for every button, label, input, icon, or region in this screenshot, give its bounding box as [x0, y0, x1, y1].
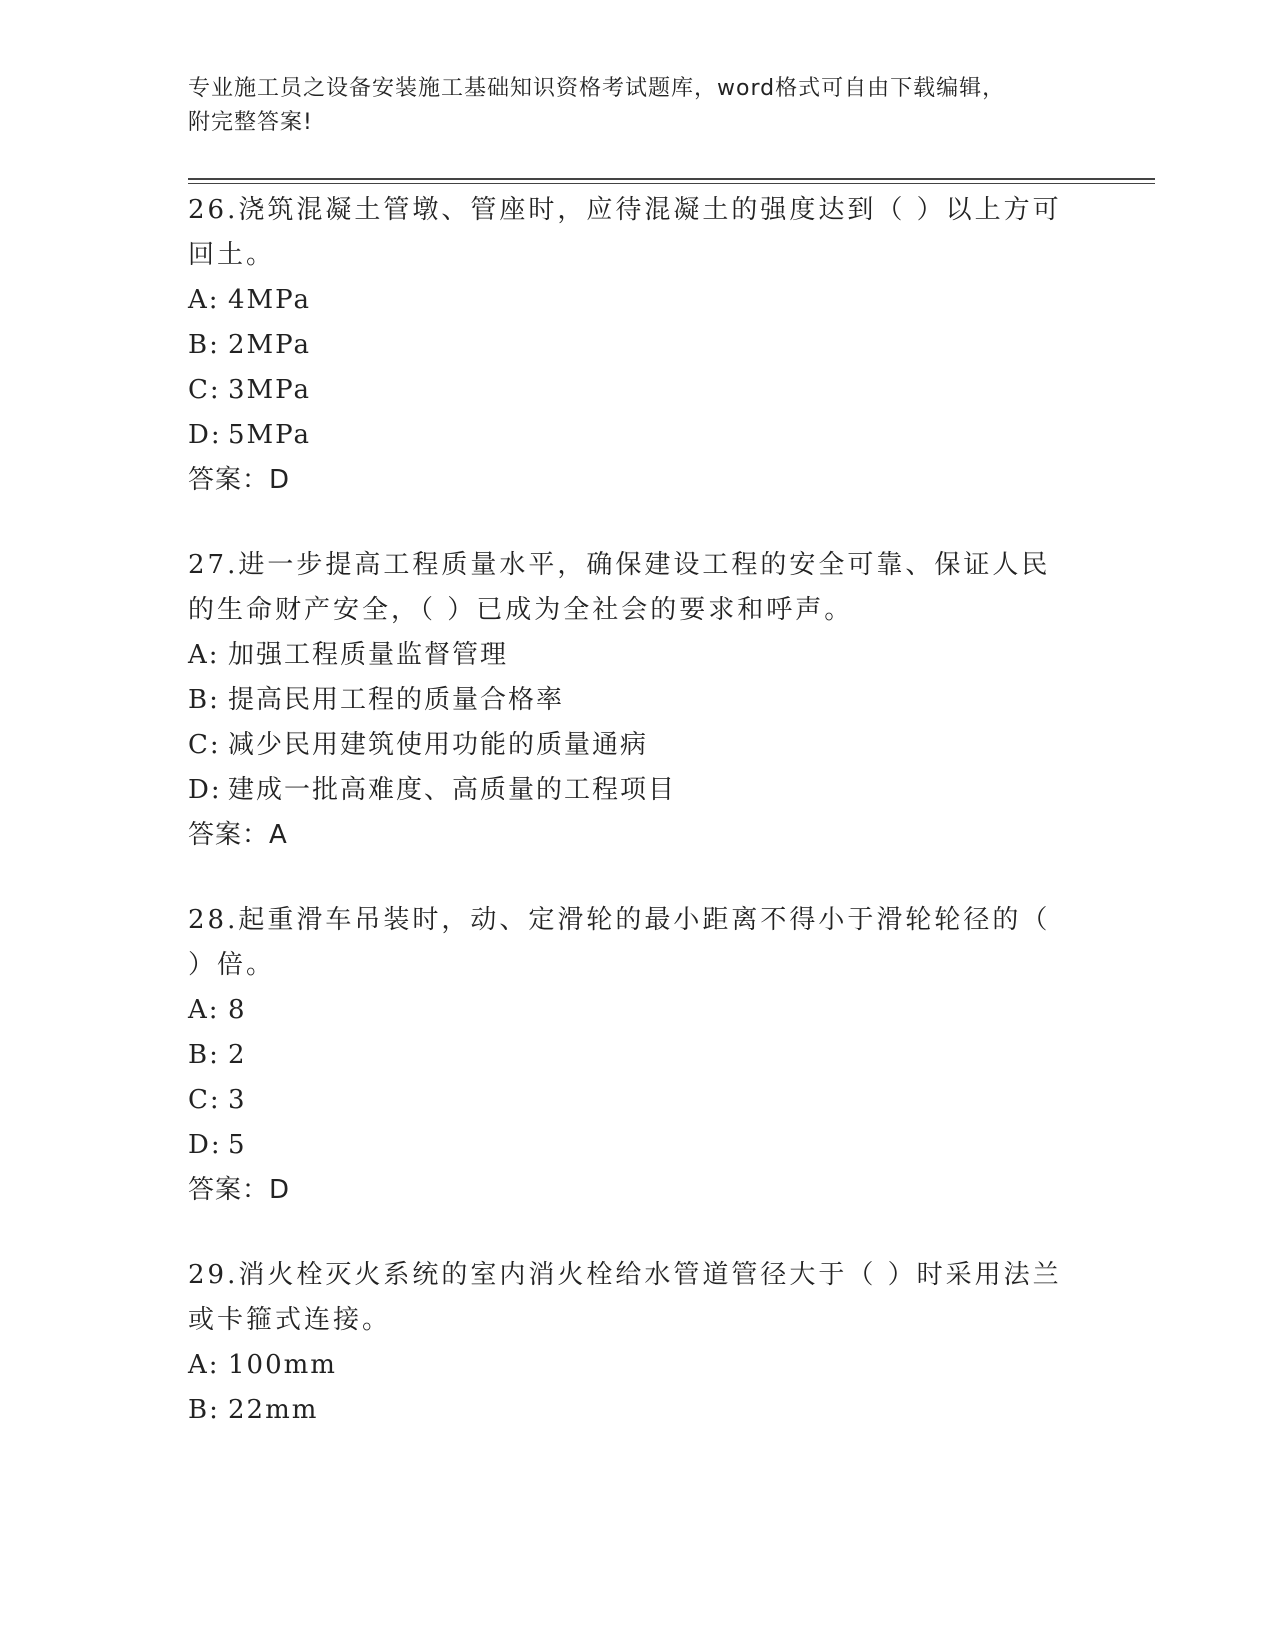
option-letter: A: [188, 285, 220, 315]
option-d [188, 1123, 1088, 1168]
option-b [188, 678, 1088, 723]
option-text: 加强工程质量监督管理 [228, 640, 509, 670]
option-letter: B: [188, 685, 220, 715]
question-stem: 26.浇筑混凝土管墩、管座时，应待混凝土的强度达到（ ）以上方可回土。 [188, 195, 1062, 270]
answer-line: 答案：A [188, 820, 288, 850]
option-b [188, 1388, 1088, 1433]
option-text: 建成一批高难度、高质量的工程项目 [228, 775, 677, 805]
option-letter: A: [188, 640, 220, 670]
question-stem: 29.消火栓灭火系统的室内消火栓给水管道管径大于（ ）时采用法兰或卡箍式连接。 [188, 1260, 1062, 1335]
header-line-2: 附完整答案! [188, 110, 313, 135]
question-29 [188, 1253, 1088, 1433]
option-b [188, 1033, 1088, 1078]
option-letter: D: [188, 1130, 222, 1160]
option-a [188, 278, 1088, 323]
option-text: 4MPa [228, 285, 311, 315]
option-d [188, 413, 1088, 458]
option-text: 减少民用建筑使用功能的质量通病 [228, 730, 649, 760]
answer-line: 答案：D [188, 465, 291, 495]
option-text: 3MPa [228, 375, 311, 405]
option-c [188, 368, 1088, 413]
option-text: 2 [228, 1040, 247, 1070]
option-letter: B: [188, 1395, 220, 1425]
page-header [188, 72, 1068, 140]
option-letter: D: [188, 420, 222, 450]
option-a [188, 633, 1088, 678]
option-text: 8 [228, 995, 247, 1025]
question-stem: 28.起重滑车吊装时，动、定滑轮的最小距离不得小于滑轮轮径的（ ）倍。 [188, 905, 1051, 980]
option-text: 2MPa [228, 330, 311, 360]
header-line-1: 专业施工员之设备安装施工基础知识资格考试题库，word格式可自由下载编辑， [188, 76, 1006, 101]
option-text: 5MPa [228, 420, 311, 450]
option-letter: A: [188, 995, 220, 1025]
question-27 [188, 543, 1088, 858]
question-stem: 27.进一步提高工程质量水平，确保建设工程的安全可靠、保证人民的生命财产安全，（ ）已成为全社会的要求和呼声。 [188, 550, 1051, 625]
option-c [188, 723, 1088, 768]
option-a [188, 1343, 1088, 1388]
option-letter: C: [188, 730, 221, 760]
option-text: 5 [228, 1130, 247, 1160]
question-26 [188, 188, 1088, 503]
question-list [188, 188, 1088, 1473]
header-divider [188, 178, 1155, 184]
option-letter: B: [188, 330, 220, 360]
option-letter: D: [188, 775, 222, 805]
option-text: 22mm [228, 1395, 319, 1425]
option-letter: C: [188, 375, 221, 405]
option-letter: A: [188, 1350, 220, 1380]
option-a [188, 988, 1088, 1033]
option-text: 提高民用工程的质量合格率 [228, 685, 565, 715]
option-c [188, 1078, 1088, 1123]
option-b [188, 323, 1088, 368]
option-letter: C: [188, 1085, 221, 1115]
question-28 [188, 898, 1088, 1213]
option-d [188, 768, 1088, 813]
option-text: 100mm [228, 1350, 337, 1380]
option-letter: B: [188, 1040, 220, 1070]
answer-line: 答案：D [188, 1175, 291, 1205]
option-text: 3 [228, 1085, 247, 1115]
